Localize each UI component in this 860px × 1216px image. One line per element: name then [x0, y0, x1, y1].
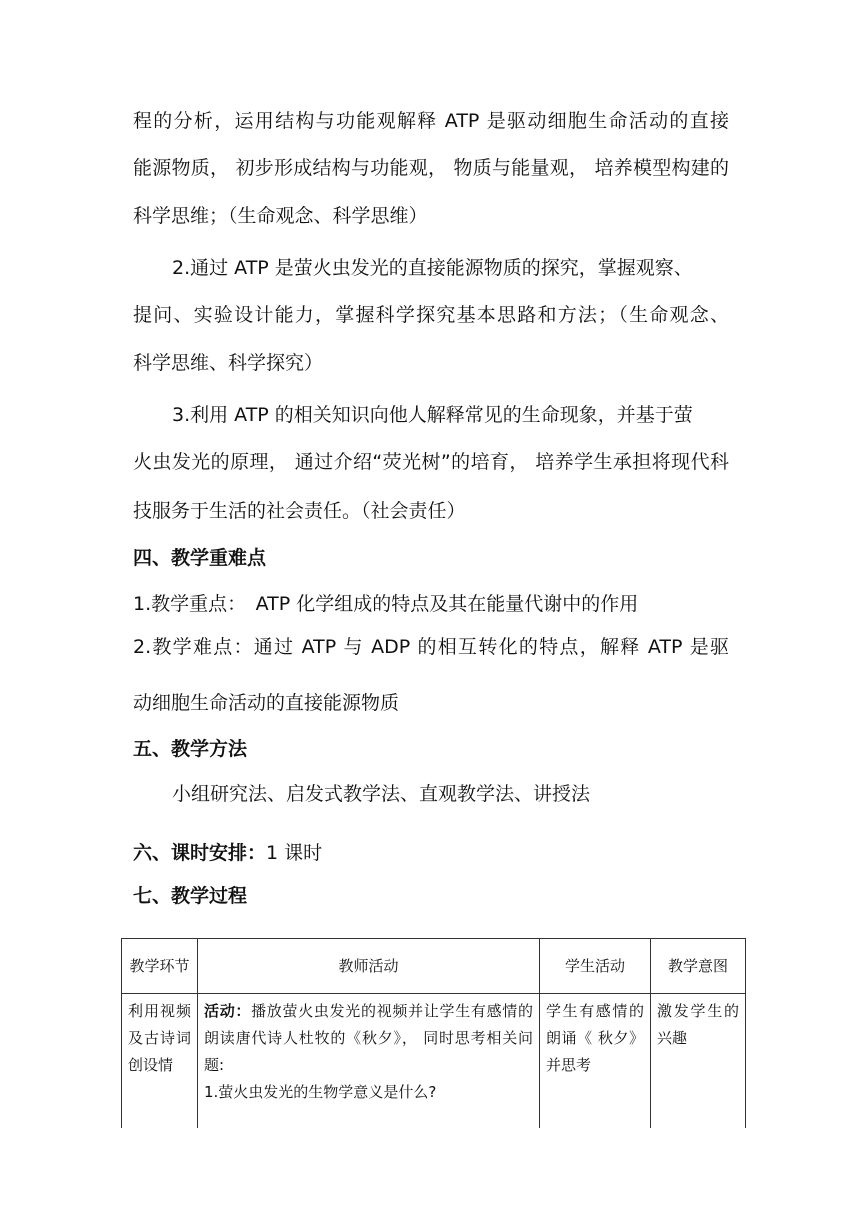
- header-teacher-activity: 教师活动: [198, 939, 540, 994]
- cell-student-activity: 学生有感情的朗诵《 秋夕》并思考: [540, 994, 651, 1128]
- difficult-point: 2.教学难点：通过 ATP 与 ADP 的相互转化的特点，解释 ATP 是驱: [133, 636, 729, 658]
- text-line: 科学思维；（生命观念、科学思维）: [133, 205, 428, 227]
- header-intent: 教学意图: [651, 939, 746, 994]
- section-heading-7: 七、教学过程: [133, 885, 248, 907]
- header-stage: 教学环节: [122, 939, 198, 994]
- key-point: 1.教学重点： ATP 化学组成的特点及其在能量代谢中的作用: [133, 593, 639, 615]
- cell-intent: 激发学生的兴趣: [651, 994, 746, 1128]
- activity-text: 播放萤火虫发光的视频并让学生有感情的朗读唐代诗人杜牧的《秋夕》， 同时思考相关问题:: [204, 1002, 533, 1074]
- section-heading-4: 四、教学重难点: [133, 547, 267, 569]
- header-student-activity: 学生活动: [540, 939, 651, 994]
- section-heading-5: 五、教学方法: [133, 738, 248, 760]
- table-header-row: [122, 939, 746, 994]
- cell-teacher-activity: [198, 994, 540, 1128]
- table-row: [122, 994, 746, 1128]
- cell-stage: 利用视频及古诗词创设情: [122, 994, 198, 1128]
- text-line: 程的分析，运用结构与功能观解释 ATP 是驱动细胞生命活动的直接: [133, 110, 729, 132]
- text-line: 能源物质， 初步形成结构与功能观， 物质与能量观， 培养模型构建的: [133, 157, 729, 179]
- teaching-process-table: [121, 938, 746, 1128]
- text-line: 3.利用 ATP 的相关知识向他人解释常见的生命现象，并基于萤: [172, 404, 693, 426]
- activity-label: 活动：: [204, 1002, 252, 1020]
- section-heading-6: 六、课时安排：: [133, 842, 267, 864]
- lesson-count: 1 课时: [266, 842, 323, 864]
- text-line: 科学思维、科学探究）: [133, 352, 324, 374]
- difficult-point-continued: 动细胞生命活动的直接能源物质: [133, 692, 400, 714]
- teaching-methods: 小组研究法、启发式教学法、直观教学法、讲授法: [172, 783, 591, 805]
- text-line: 2.通过 ATP 是萤火虫发光的直接能源物质的探究，掌握观察、: [172, 257, 693, 279]
- section-6: [133, 840, 322, 866]
- text-line: 火虫发光的原理， 通过介绍“荧光树”的培育， 培养学生承担将现代科: [133, 451, 729, 473]
- question-1: 1.萤火虫发光的生物学意义是什么?: [204, 1083, 437, 1101]
- text-line: 技服务于生活的社会责任。（社会责任）: [133, 500, 466, 522]
- text-line: 提问、实验设计能力，掌握科学探究基本思路和方法；（生命观念、: [133, 304, 729, 326]
